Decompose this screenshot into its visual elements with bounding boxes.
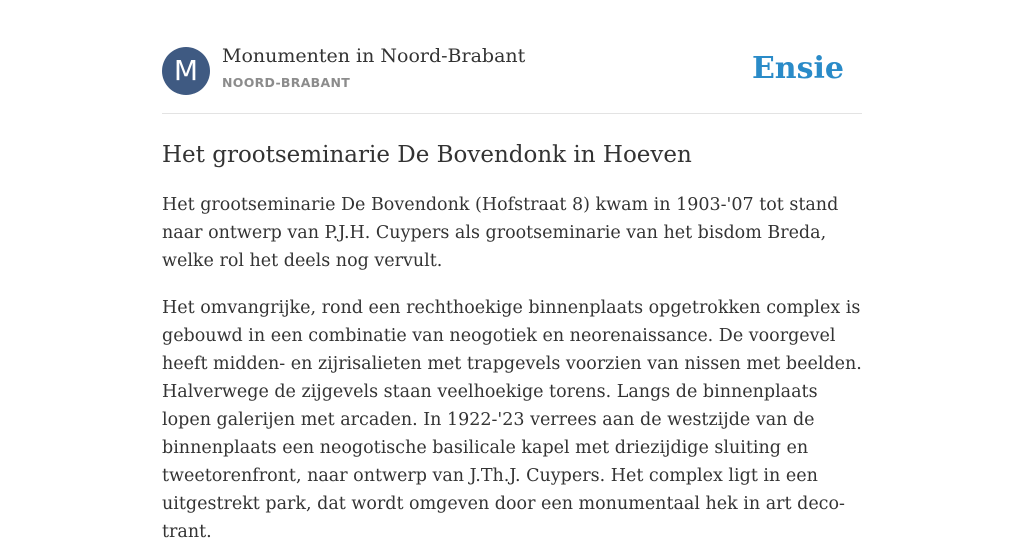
brand-logo[interactable]: Ensie bbox=[751, 51, 844, 86]
site-header bbox=[162, 0, 862, 114]
article-paragraph: Het omvangrijke, rond een rechthoekige binnenplaats opgetrokken complex is gebouwd in een combinatie van neogotiek en neorenaissance. De voorgevel heeft midden- en zijrisalieten met trapgevels voorzien van nissen met beelden. Halverwege de zijgevels staan veelhoekige torens. Langs de binnenplaats lopen galerijen met arcaden. In 1922-'23 verrees aan de westzijde van de binnenplaats een neogotische basilicale kapel met driezijdige sluiting en tweetorenfront, naar ontwerp van J.Th.J. Cuypers. Het complex ligt in een uitgestrekt park, dat wordt omgeven door een monumentaal hek in art deco-trant. bbox=[162, 298, 862, 542]
article-title: Het grootseminarie De Bovendonk in Hoeven bbox=[162, 142, 692, 168]
article-paragraph: Het grootseminarie De Bovendonk (Hofstraat 8) kwam in 1903-'07 tot stand naar ontwerp van P.J.H. Cuypers als grootseminarie van het bisdom Breda, welke rol het deels nog vervult. bbox=[162, 195, 839, 271]
content-column bbox=[162, 0, 862, 546]
article bbox=[162, 140, 862, 546]
avatar[interactable]: M bbox=[162, 47, 210, 95]
site-title[interactable]: Monumenten in Noord-Brabant bbox=[222, 45, 526, 67]
site-subtitle[interactable]: NOORD-BRABANT bbox=[222, 75, 351, 90]
